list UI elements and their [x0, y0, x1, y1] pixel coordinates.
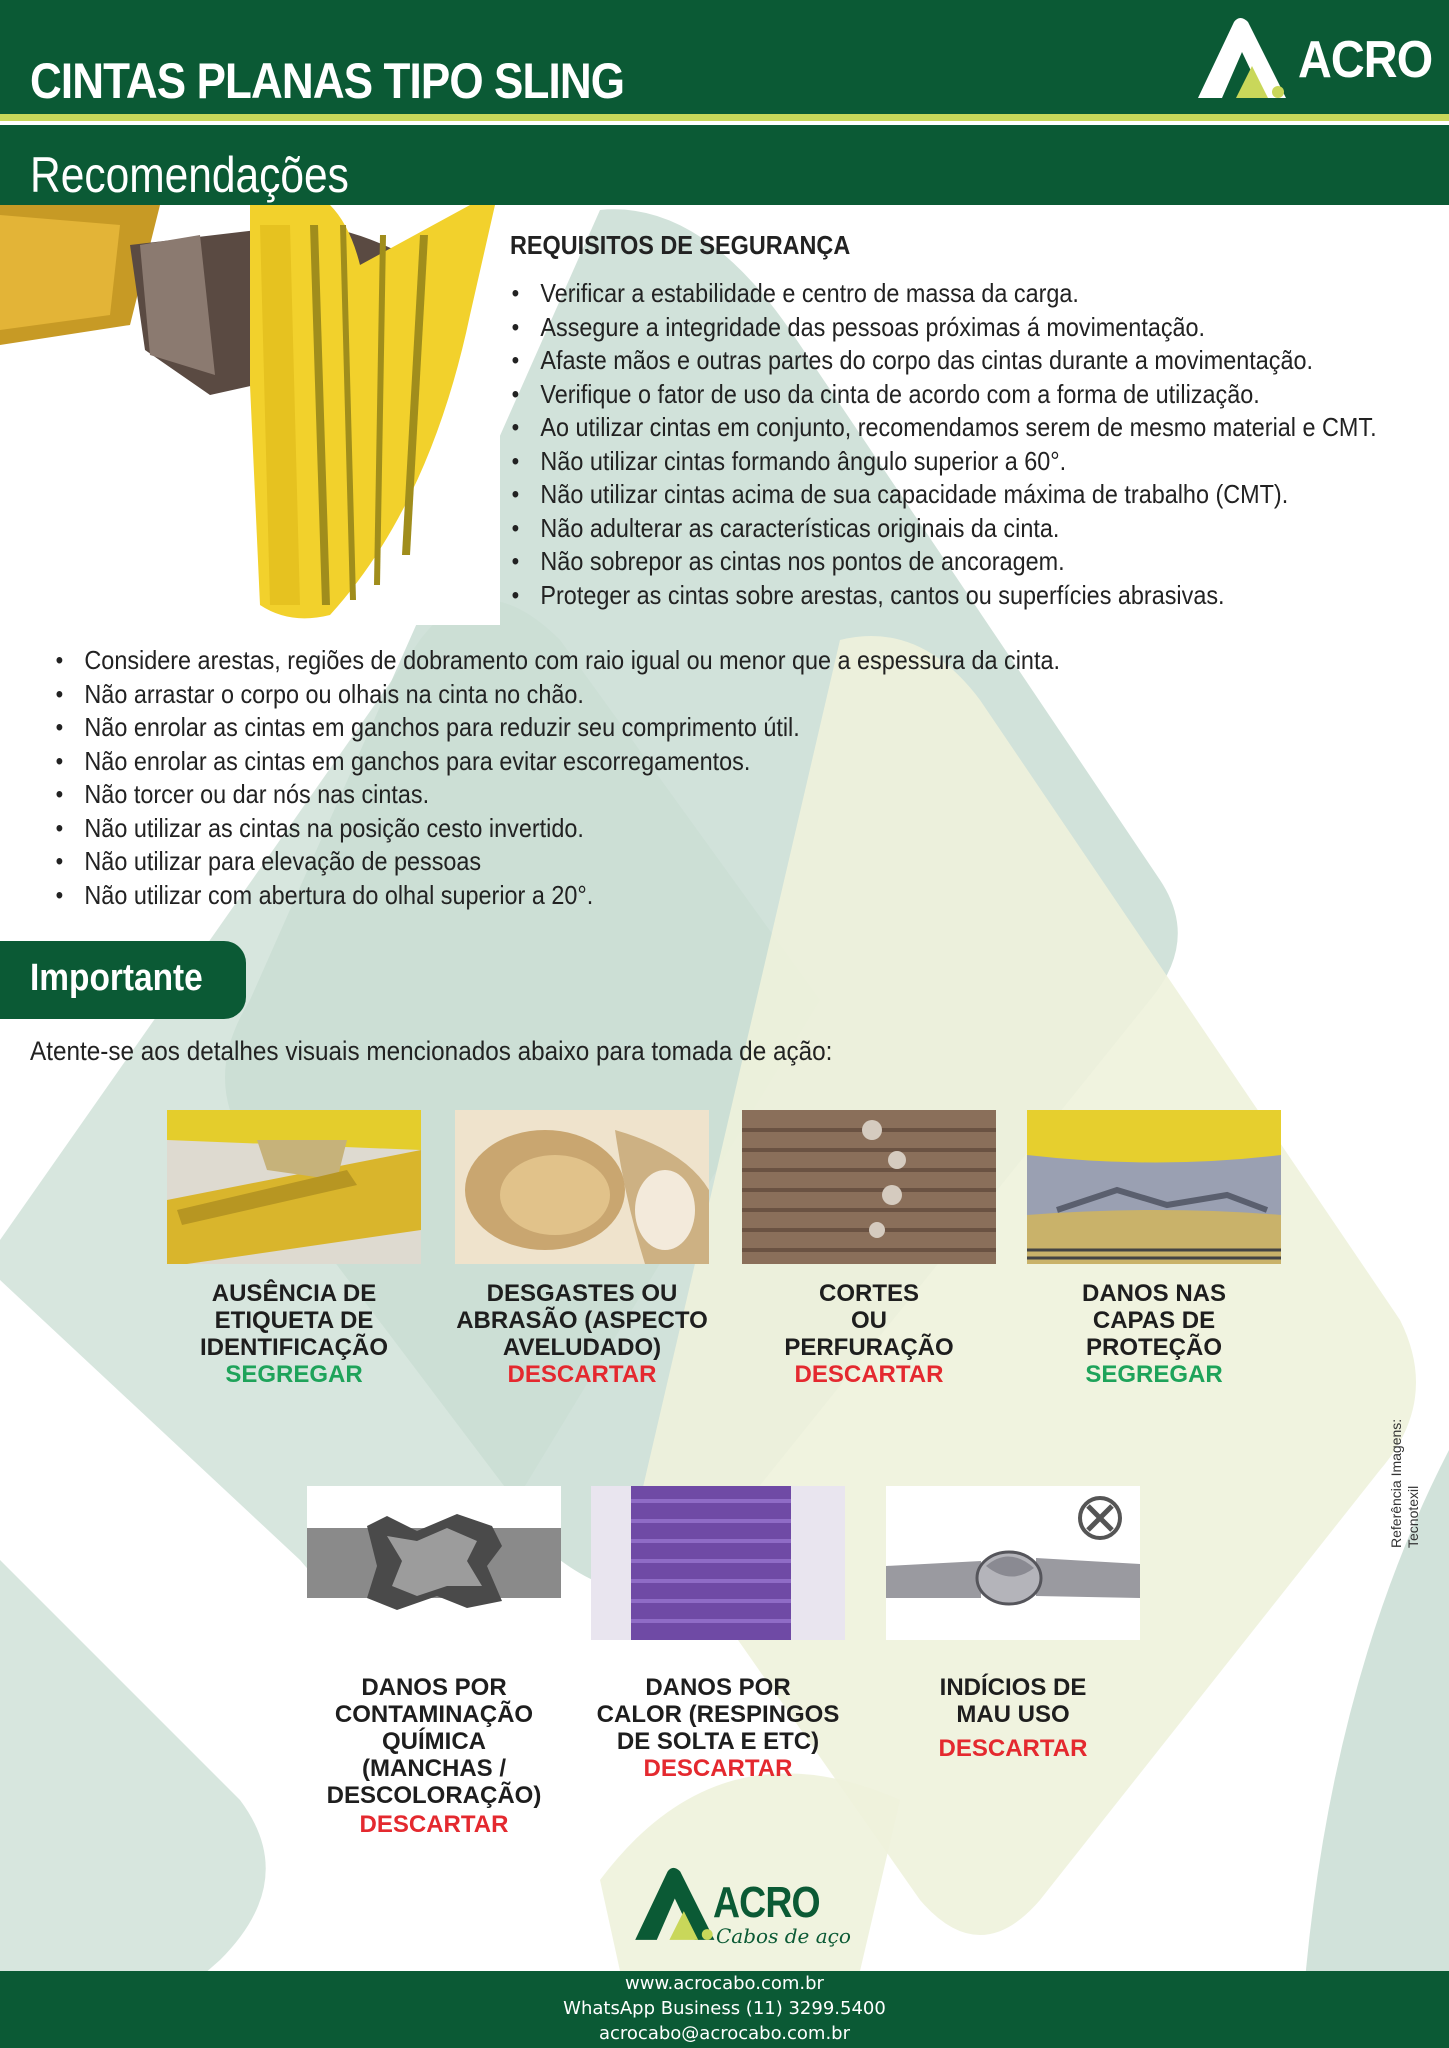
card-action: DESCARTAR [643, 1755, 793, 1782]
list-item: • Ao utilizar cintas em conjunto, recomendamos serem de mesmo material e CMT. [508, 411, 1377, 445]
important-section-tab [0, 941, 246, 1019]
missing-label-photo [167, 1110, 421, 1264]
bottom-logo-name: ACRO [713, 1878, 820, 1927]
list-item: • Não adulterar as características originais da cinta. [508, 512, 1377, 546]
list-item: • Afaste mãos e outras partes do corpo das cintas durante a movimentação. [508, 344, 1377, 378]
footer-contact [0, 1971, 1449, 2048]
card-caption: INDÍCIOS DE MAU USO [939, 1674, 1087, 1728]
list-item: • Não arrastar o corpo ou olhais na cinta no chão. [52, 678, 1060, 712]
safety-list [508, 277, 1449, 612]
card-caption: CORTES OU PERFURAÇÃO [784, 1280, 954, 1361]
safety-heading: REQUISITOS DE SEGURANÇA [510, 230, 851, 260]
cover-damage-photo [1027, 1110, 1281, 1264]
list-item: • Verifique o fator de uso da cinta de acordo com a forma de utilização. [508, 378, 1377, 412]
list-item: • Não utilizar as cintas na posição cesto invertido. [52, 812, 1060, 846]
glove-holding-sling-image [0, 205, 500, 625]
list-item: • Proteger as cintas sobre arestas, cantos ou superfícies abrasivas. [508, 579, 1377, 613]
card-action: DESCARTAR [507, 1361, 657, 1388]
header-banner [0, 0, 1449, 205]
cuts-perforation-photo [742, 1110, 996, 1264]
footer-whatsapp: WhatsApp Business (11) 3299.5400 [563, 1998, 886, 2019]
chemical-damage-photo [307, 1486, 561, 1640]
important-tab-label: Importante [30, 957, 203, 999]
card-action: DESCARTAR [938, 1735, 1088, 1762]
card-action: DESCARTAR [794, 1361, 944, 1388]
acro-logo [1190, 12, 1433, 104]
list-item: • Não utilizar para elevação de pessoas [52, 845, 1060, 879]
card-action: DESCARTAR [359, 1811, 509, 1838]
acro-logo-text: ACRO [1298, 31, 1433, 89]
list-item: • Verificar a estabilidade e centro de massa da carga. [508, 277, 1377, 311]
card-action: SEGREGAR [1085, 1361, 1223, 1388]
acro-logo-icon [1190, 12, 1290, 102]
list-item: • Não utilizar com abertura do olhal superior a 20°. [52, 879, 1060, 913]
safety-list-continued [52, 644, 1172, 912]
bottom-logo-tagline: Cabos de aço [716, 1924, 851, 1948]
header-white-stripe [0, 121, 1449, 125]
list-item: • Não utilizar cintas formando ângulo superior a 60°. [508, 445, 1377, 479]
heat-damage-photo [591, 1486, 845, 1640]
acro-bottom-logo-icon [628, 1858, 718, 1948]
list-item: • Não torcer ou dar nós nas cintas. [52, 778, 1060, 812]
page-subtitle: Recomendações [30, 147, 349, 203]
misuse-knot-photo [886, 1486, 1140, 1640]
card-action: SEGREGAR [225, 1361, 363, 1388]
image-reference-note [1388, 1388, 1428, 1548]
card-caption: AUSÊNCIA DE ETIQUETA DE IDENTIFICAÇÃO [200, 1280, 388, 1361]
footer-email-link[interactable]: acrocabo@acrocabo.com.br [598, 2023, 850, 2044]
reference-line-1: Referência Imagens: [1388, 1418, 1404, 1548]
page-title: CINTAS PLANAS TIPO SLING [30, 53, 625, 109]
list-item: • Não utilizar cintas acima de sua capacidade máxima de trabalho (CMT). [508, 478, 1377, 512]
acro-bottom-logo [628, 1858, 851, 1958]
list-item: • Não sobrepor as cintas nos pontos de ancoragem. [508, 545, 1377, 579]
important-intro-text: Atente-se aos detalhes visuais mencionados abaixo para tomada de ação: [30, 1036, 833, 1066]
card-caption: DANOS NAS CAPAS DE PROTEÇÃO [1081, 1280, 1226, 1361]
card-caption: DANOS POR CONTAMINAÇÃO QUÍMICA (MANCHAS / DESCOLORAÇÃO) [326, 1674, 542, 1809]
abrasion-damage-photo [455, 1110, 709, 1264]
list-item: • Considere arestas, regiões de dobramento com raio igual ou menor que a espessura da cinta. [52, 644, 1060, 678]
reference-line-2: Tecnotexil [1405, 1485, 1421, 1548]
card-caption: DESGASTES OU ABRASÃO (ASPECTO AVELUDADO) [456, 1280, 708, 1361]
footer-website-link[interactable]: www.acrocabo.com.br [625, 1973, 824, 1994]
card-caption: DANOS POR CALOR (RESPINGOS DE SOLTA E ETC) [596, 1674, 840, 1755]
list-item: • Não enrolar as cintas em ganchos para reduzir seu comprimento útil. [52, 711, 1060, 745]
list-item: • Não enrolar as cintas em ganchos para evitar escorregamentos. [52, 745, 1060, 779]
list-item: • Assegure a integridade das pessoas próximas á movimentação. [508, 311, 1377, 345]
header-accent-stripe [0, 114, 1449, 121]
